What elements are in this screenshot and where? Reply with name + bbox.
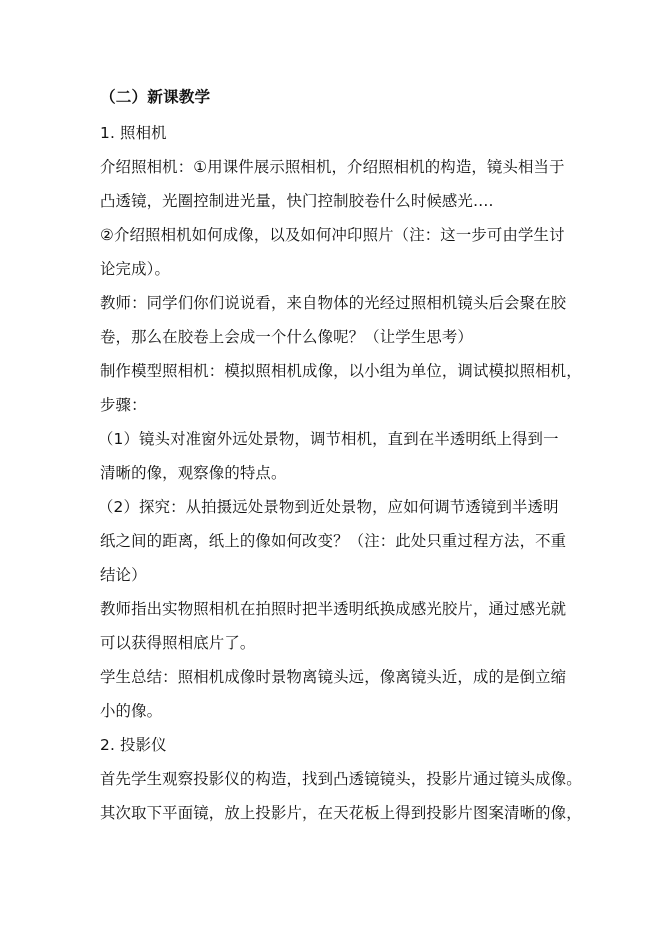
paragraph-projector-line2: 其次取下平面镜，放上投影片，在天花板上得到投影片图案清晰的像， <box>100 804 582 822</box>
paragraph-model-camera-line2: 步骤： <box>100 396 147 414</box>
section-heading: （二）新课教学 <box>100 88 211 106</box>
paragraph-teacher-note-line1: 教师指出实物照相机在拍照时把半透明纸换成感光胶片，通过感光就 <box>100 600 567 618</box>
step-2-line3: 结论） <box>100 566 147 584</box>
step-2-line2: 纸之间的距离，纸上的像如何改变？（注：此处只重过程方法，不重 <box>100 532 567 550</box>
paragraph-intro-camera-line1: 介绍照相机：①用课件展示照相机，介绍照相机的构造，镜头相当于 <box>100 158 565 176</box>
paragraph-imaging-line1: ②介绍照相机如何成像，以及如何冲印照片（注：这一步可由学生讨 <box>100 226 565 244</box>
paragraph-intro-camera-line2: 凸透镜，光圈控制进光量，快门控制胶卷什么时候感光…. <box>100 192 494 210</box>
paragraph-teacher-question-line1: 教师：同学们你们说说看，来自物体的光经过照相机镜头后会聚在胶 <box>100 294 567 312</box>
step-2-line1: （2）探究：从拍摄远处景物到近处景物，应如何调节透镜到半透明 <box>98 498 559 516</box>
subsection-title-camera: 1. 照相机 <box>100 124 167 142</box>
paragraph-model-camera-line1: 制作模型照相机：模拟照相机成像，以小组为单位，调试模拟照相机， <box>100 362 582 380</box>
paragraph-summary-line2: 小的像。 <box>100 702 163 720</box>
step-1-line1: （1）镜头对准窗外远处景物，调节相机，直到在半透明纸上得到一 <box>98 430 559 448</box>
paragraph-projector-line1: 首先学生观察投影仪的构造，找到凸透镜镜头，投影片通过镜头成像。 <box>100 770 582 788</box>
subsection-title-projector: 2. 投影仪 <box>100 736 167 754</box>
step-1-line2: 清晰的像，观察像的特点。 <box>100 464 287 482</box>
paragraph-teacher-note-line2: 可以获得照相底片了。 <box>100 634 256 652</box>
paragraph-imaging-line2: 论完成）。 <box>100 260 171 278</box>
paragraph-summary-line1: 学生总结：照相机成像时景物离镜头远，像离镜头近，成的是倒立缩 <box>100 668 567 686</box>
document-page <box>98 86 582 824</box>
paragraph-teacher-question-line2: 卷，那么在胶卷上会成一个什么像呢？（让学生思考） <box>100 328 473 346</box>
